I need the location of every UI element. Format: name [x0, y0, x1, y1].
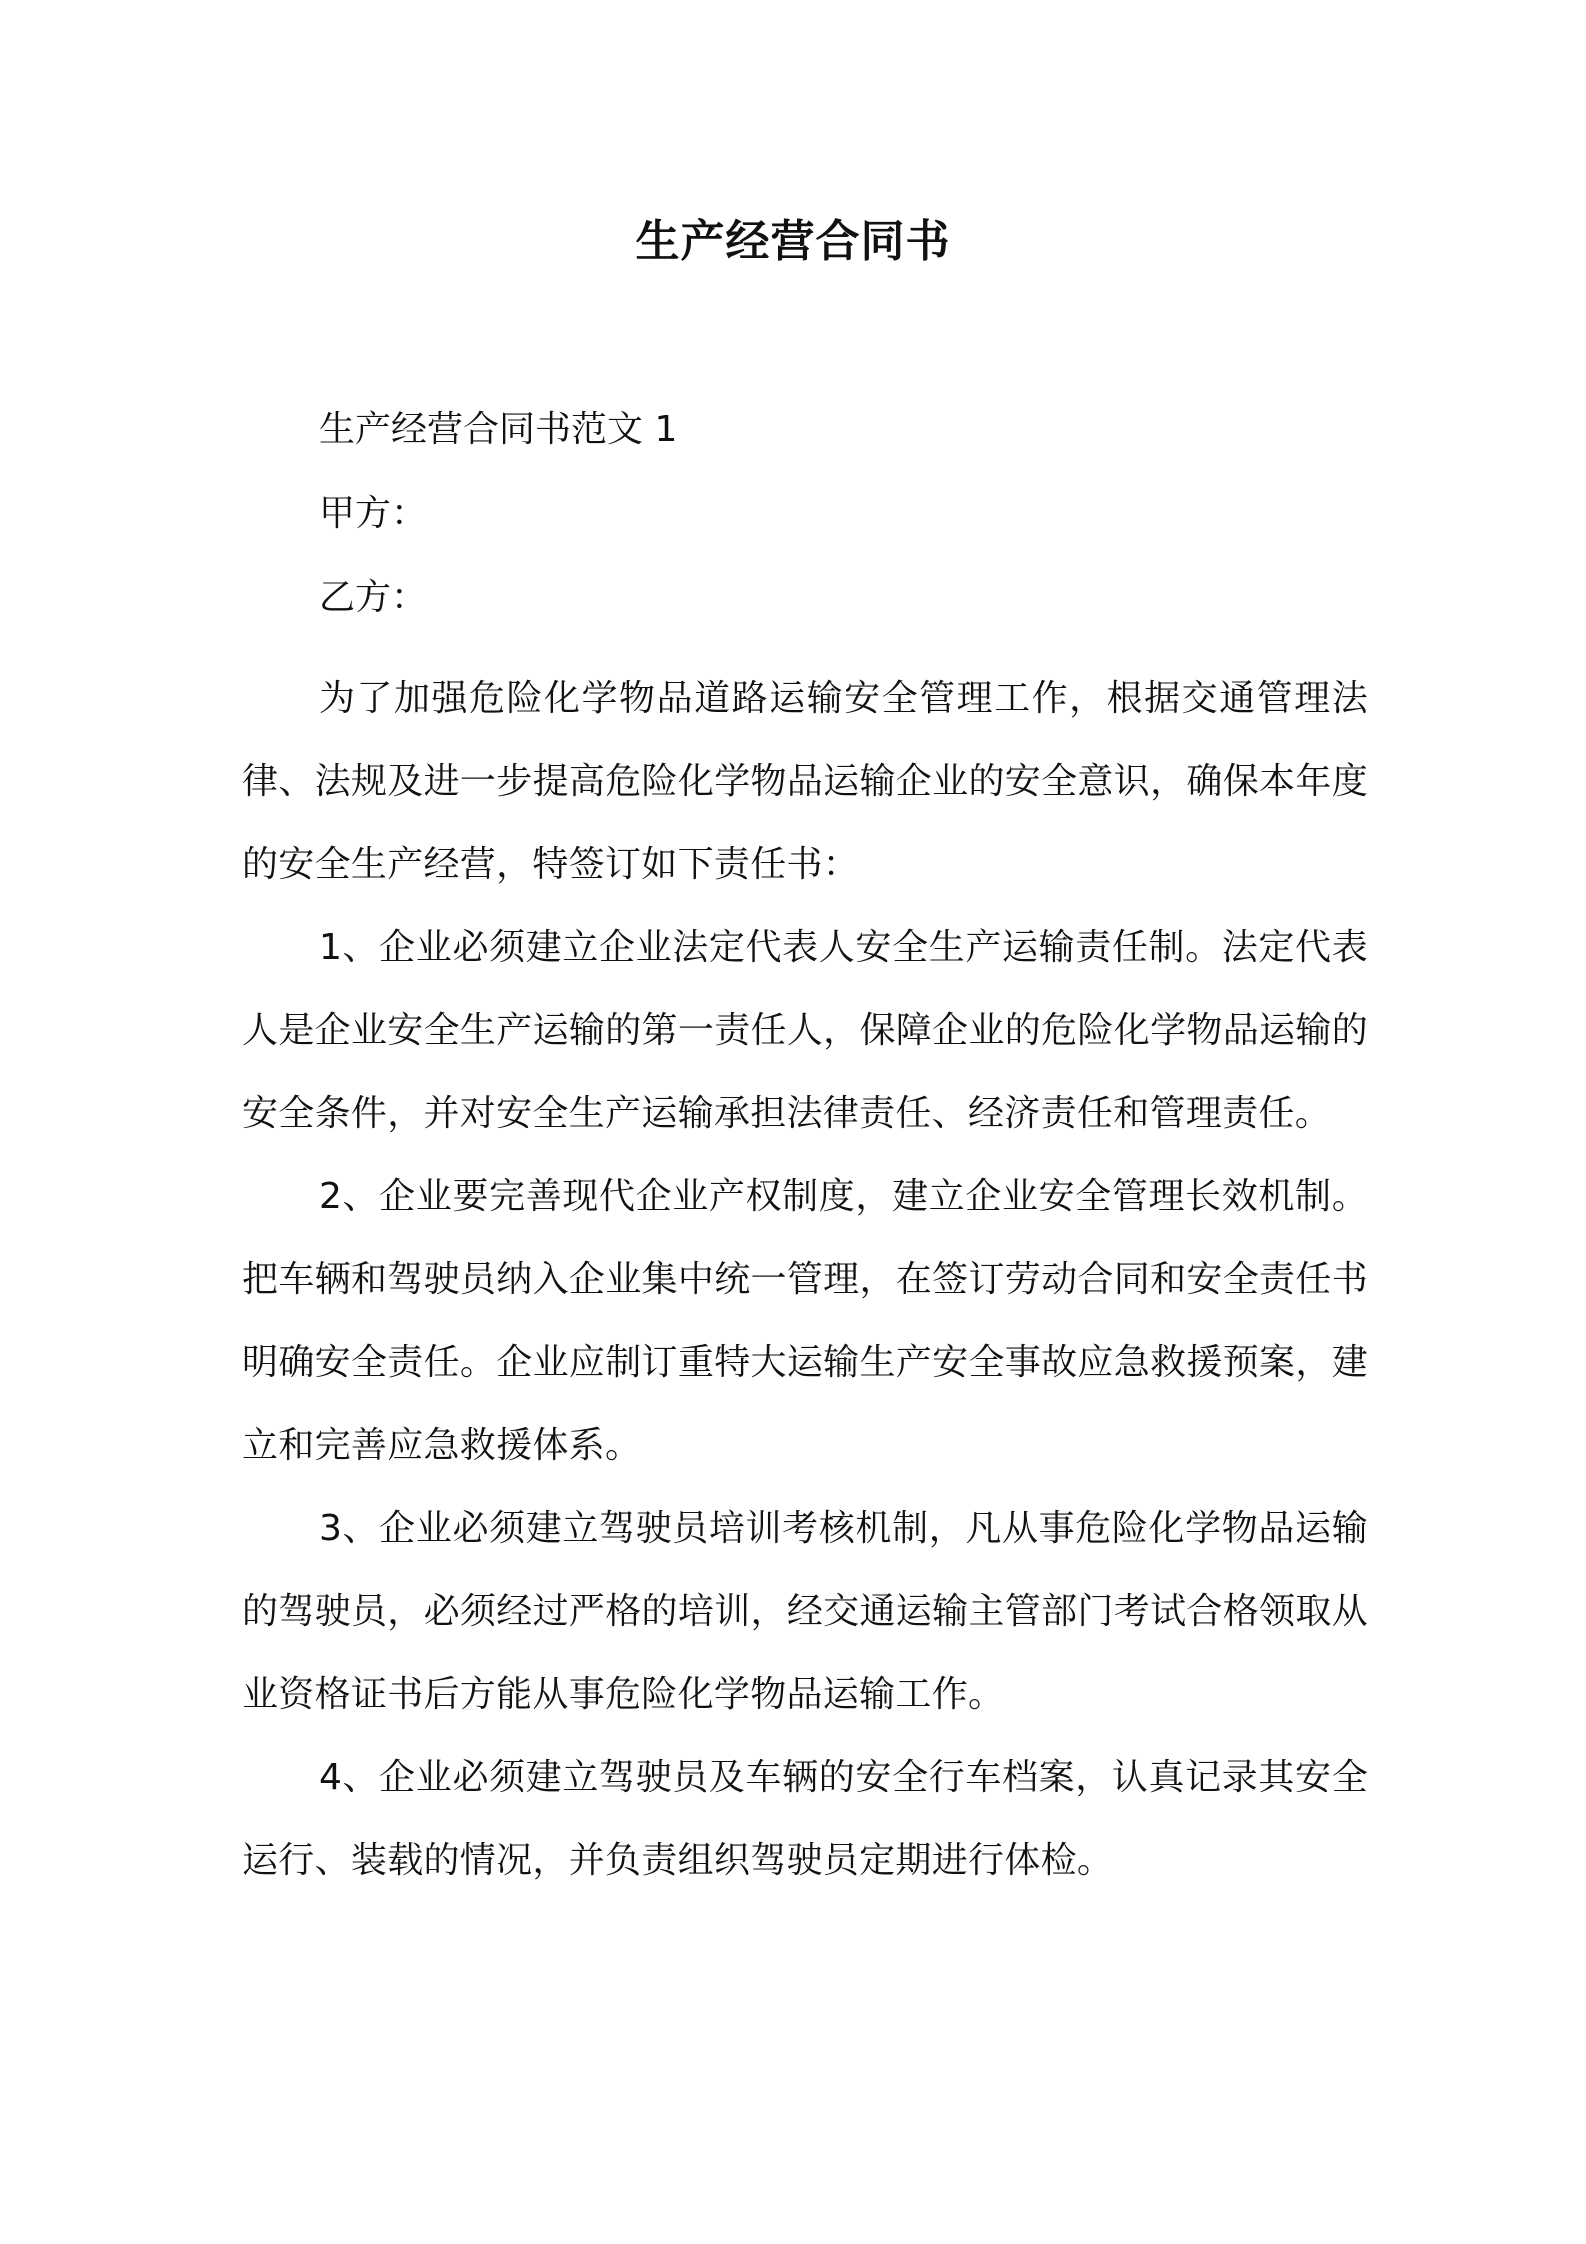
paragraph-clause-4: 4、企业必须建立驾驶员及车辆的安全行车档案，认真记录其安全运行、装载的情况，并负责组织驾驶员定期进行体检。 — [242, 1757, 1368, 1881]
paragraph-clause-3: 3、企业必须建立驾驶员培训考核机制，凡从事危险化学物品运输的驾驶员，必须经过严格的培训，经交通运输主管部门考试合格领取从业资格证书后方能从事危险化学物品运输工作。 — [242, 1508, 1368, 1715]
paragraph-intro: 为了加强危险化学物品道路运输安全管理工作，根据交通管理法律、法规及进一步提高危险化学物品运输企业的安全意识，确保本年度的安全生产经营，特签订如下责任书： — [242, 678, 1368, 885]
document-subtitle: 生产经营合同书范文 1 — [319, 409, 678, 450]
paragraph-clause-2: 2、企业要完善现代企业产权制度，建立企业安全管理长效机制。把车辆和驾驶员纳入企业集中统一管理，在签订劳动合同和安全责任书明确安全责任。企业应制订重特大运输生产安全事故应急救援预案，建立和完善应急救援体系。 — [242, 1176, 1368, 1466]
document-title: 生产经营合同书 — [635, 216, 951, 267]
paragraph-clause-1: 1、企业必须建立企业法定代表人安全生产运输责任制。法定代表人是企业安全生产运输的第一责任人，保障企业的危险化学物品运输的安全条件，并对安全生产运输承担法律责任、经济责任和管理责任。 — [242, 927, 1368, 1134]
party-b-label: 乙方： — [319, 577, 428, 618]
party-a-label: 甲方： — [319, 493, 428, 534]
document-body — [242, 405, 1368, 1902]
